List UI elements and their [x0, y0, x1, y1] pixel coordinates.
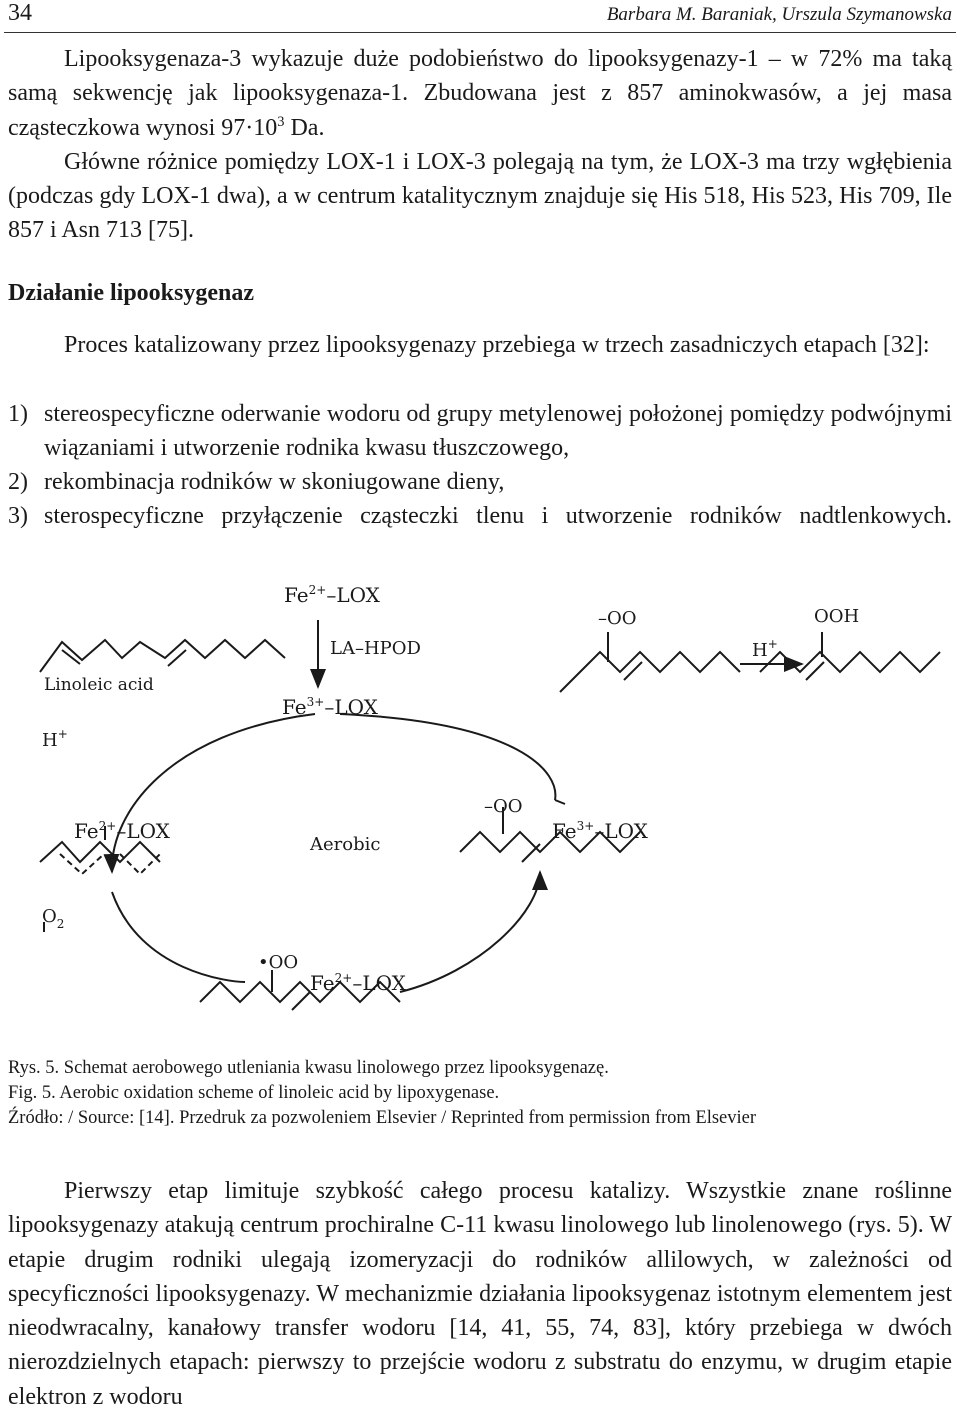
- enzyme-bound-diene-left: [40, 842, 160, 862]
- figure-caption: [8, 1056, 756, 1131]
- reaction-scheme-svg: [0, 572, 960, 1040]
- steps-list: [8, 397, 952, 533]
- list-item-number: 1): [8, 401, 28, 427]
- label-h-plus-right: H+: [752, 637, 778, 661]
- label-linoleic-acid: Linoleic acid: [44, 675, 154, 695]
- intro-p1-text: Lipooksygenaza-3 wykazuje duże podobieństwo do lipooksygenazy-1 – w 72% ma taką samą sekwencję jak lipooksygenaza-1. Zbudowana jest z 857 aminokwasów, a jej masa cząsteczkowa wynosi 97·10: [8, 46, 952, 141]
- list-item-text: rekombinacja rodników w skoniugowane dieny,: [44, 469, 505, 495]
- label-o2: $O_2$: [42, 906, 65, 931]
- section-heading: Działanie lipooksygenaz: [8, 280, 255, 306]
- caption-english: Fig. 5. Aerobic oxidation scheme of linoleic acid by lipoxygenase.: [8, 1083, 500, 1103]
- list-item: [8, 397, 952, 465]
- body-end-paragraph: Pierwszy etap limituje szybkość całego procesu katalizy. Wszystkie znane roślinne lipooksygenazy atakują centrum prochiralne C-11 kwasu linolowego lub linolenowego (rys. 5). W etapie drugim rodniki ulegają izomeryzacji do rodników allilowych, w zależności od specyficzności lipooksygenazy. W mechanizmie działania lipooksygenaz istotnym elementem jest nieodwracalny, kanałowy transfer wodoru [14, 41, 55, 74, 83], który przebiega w dwóch nierozdzielnych etapach: pierwszy to przejście wodoru z substratu do enzymu, w drugim etapie elektron z wodoru: [8, 1178, 952, 1410]
- list-item-number: 3): [8, 503, 28, 529]
- cycle-arc-bottom: [112, 892, 245, 982]
- intro-paragraph-1: [8, 42, 952, 145]
- label-fe3-lox-center: $Fe^{3+}$–LOX: [282, 695, 378, 719]
- intro-p1-exponent: 3: [277, 113, 285, 130]
- intro-paragraph-2: Główne różnice pomiędzy LOX-1 i LOX-3 polegają na tym, że LOX-3 ma trzy wgłębienia (podczas gdy LOX-1 dwa), a w centrum katalitycznym znajduje się His 518, His 523, His 709, Ile 857 i Asn 713 [75].: [8, 148, 952, 244]
- label-fe2-lox-left: $Fe^{2+}$–LOX: [74, 819, 170, 843]
- caption-polish: Rys. 5. Schemat aerobowego utleniania kwasu linolowego przez lipooksygenazę.: [8, 1058, 609, 1078]
- body-end-text: [8, 1174, 952, 1414]
- label-ooh: OOH: [814, 606, 860, 627]
- label-la-hpod: LA–HPOD: [330, 638, 421, 659]
- list-item: [8, 465, 952, 499]
- section-intro: [8, 328, 952, 362]
- reaction-scheme-figure: [0, 572, 960, 1040]
- label-fe2-lox-top: $Fe^{2+}$–LOX: [284, 583, 380, 607]
- list-item-number: 2): [8, 469, 28, 495]
- label-oo-bottom: •OO: [258, 952, 299, 973]
- page-header: [0, 0, 960, 32]
- intro-p1-end: Da.: [284, 114, 325, 141]
- cycle-arc-up-right: [400, 872, 540, 992]
- header-rule: [4, 32, 956, 33]
- running-title: Barbara M. Baraniak, Urszula Szymanowska: [606, 4, 952, 25]
- peroxy-radical-molecule-top: [560, 652, 740, 692]
- section-intro-paragraph: Proces katalizowany przez lipooksygenazy przebiega w trzech zasadniczych etapach [32]:: [64, 332, 930, 358]
- hydroperoxide-molecule: [760, 652, 940, 672]
- list-item-text: sterospecyficzne przyłączenie cząsteczki tlenu i utworzenie rodników nadtlenkowych.: [44, 503, 952, 529]
- label-oo-top: –OO: [598, 608, 637, 629]
- label-oo-right: –OO: [484, 796, 523, 817]
- intro-text: [8, 42, 952, 248]
- cycle-arc-right: [340, 714, 555, 800]
- caption-source: Źródło: / Source: [14]. Przedruk za pozwoleniem Elsevier / Reprinted from permission from Elsevier: [8, 1108, 757, 1128]
- list-item: [8, 499, 952, 533]
- label-fe2-lox-bottom: $Fe^{2+}$–LOX: [310, 971, 406, 995]
- label-fe3-lox-right: $Fe^{3+}$–LOX: [552, 819, 648, 843]
- cycle-arc-left: [112, 714, 315, 872]
- list-item-text: stereospecyficzne oderwanie wodoru od grupy metylenowej położonej pomiędzy podwójnymi wiązaniami i utworzenie rodnika kwasu tłuszczowego,: [44, 401, 952, 461]
- page-number: 34: [8, 0, 32, 26]
- label-aerobic: Aerobic: [310, 834, 381, 855]
- label-h-plus-left: H+: [42, 727, 68, 751]
- linoleic-acid-molecule: [40, 640, 285, 672]
